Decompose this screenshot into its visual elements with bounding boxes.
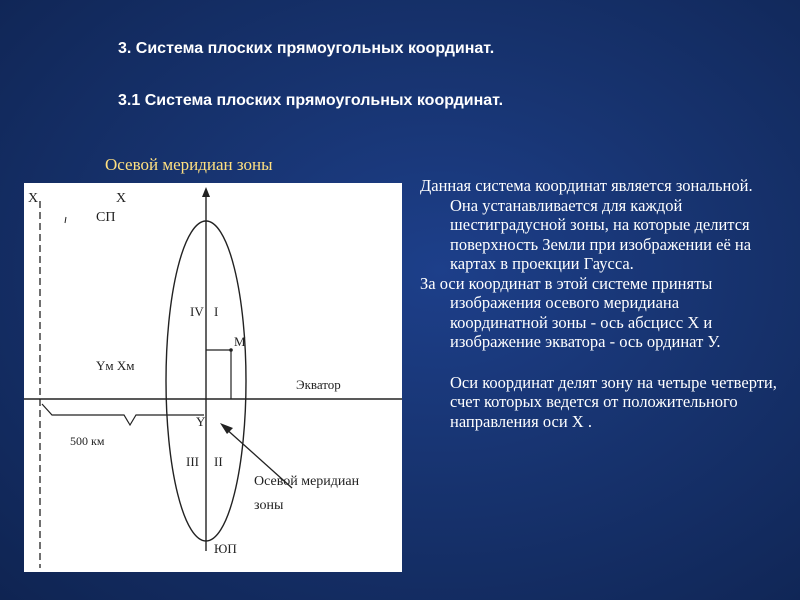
label-south-pole: ЮП xyxy=(214,541,237,556)
label-equator: Экватор xyxy=(296,377,341,392)
label-north-pole: СП xyxy=(96,210,116,225)
coordinate-diagram xyxy=(24,183,402,572)
distance-bracket xyxy=(42,404,204,425)
callout-arrow-icon xyxy=(220,423,233,434)
label-x-left: X xyxy=(28,191,39,206)
label-ym-xm: Yм Xм xyxy=(96,358,135,373)
paragraph-3: Оси координат делят зону на четыре четверти, счет которых ведется от положительного направления оси X . xyxy=(450,372,777,431)
paragraph-1: Данная система координат является зональной. Она устанавливается для каждой шестиградусной зоны, на которые делится поверхность Земли при изображении её на картах в проекции Гаусса. xyxy=(420,176,753,273)
slide-title: 3. Система плоских прямоугольных координат. xyxy=(118,40,495,57)
tick-mark xyxy=(65,217,66,223)
label-y-axis: Y xyxy=(196,414,206,429)
callout-label xyxy=(254,470,414,518)
north-arrow-icon xyxy=(202,187,210,197)
label-x-center: X xyxy=(116,191,127,206)
description-text xyxy=(420,176,780,431)
point-m-marker xyxy=(229,348,233,352)
slide-subtitle: 3.1 Система плоских прямоугольных координат. xyxy=(118,92,504,109)
callout-line-1: Осевой меридиан xyxy=(254,474,360,489)
paragraph-2: За оси координат в этой системе приняты изображения осевого меридиана координатной зоны - ось абсцисс X и изображение экватора - ось ординат У. xyxy=(420,273,721,351)
label-quadrant-1: I xyxy=(214,304,219,319)
label-quadrant-4: IV xyxy=(190,304,204,319)
callout-line-2: зоны xyxy=(254,498,284,513)
label-quadrant-2: II xyxy=(214,454,223,469)
figure-caption: Осевой меридиан зоны xyxy=(105,155,273,174)
label-distance: 500 км xyxy=(70,434,105,448)
label-point-m: M xyxy=(234,334,246,349)
label-quadrant-3: III xyxy=(186,454,199,469)
